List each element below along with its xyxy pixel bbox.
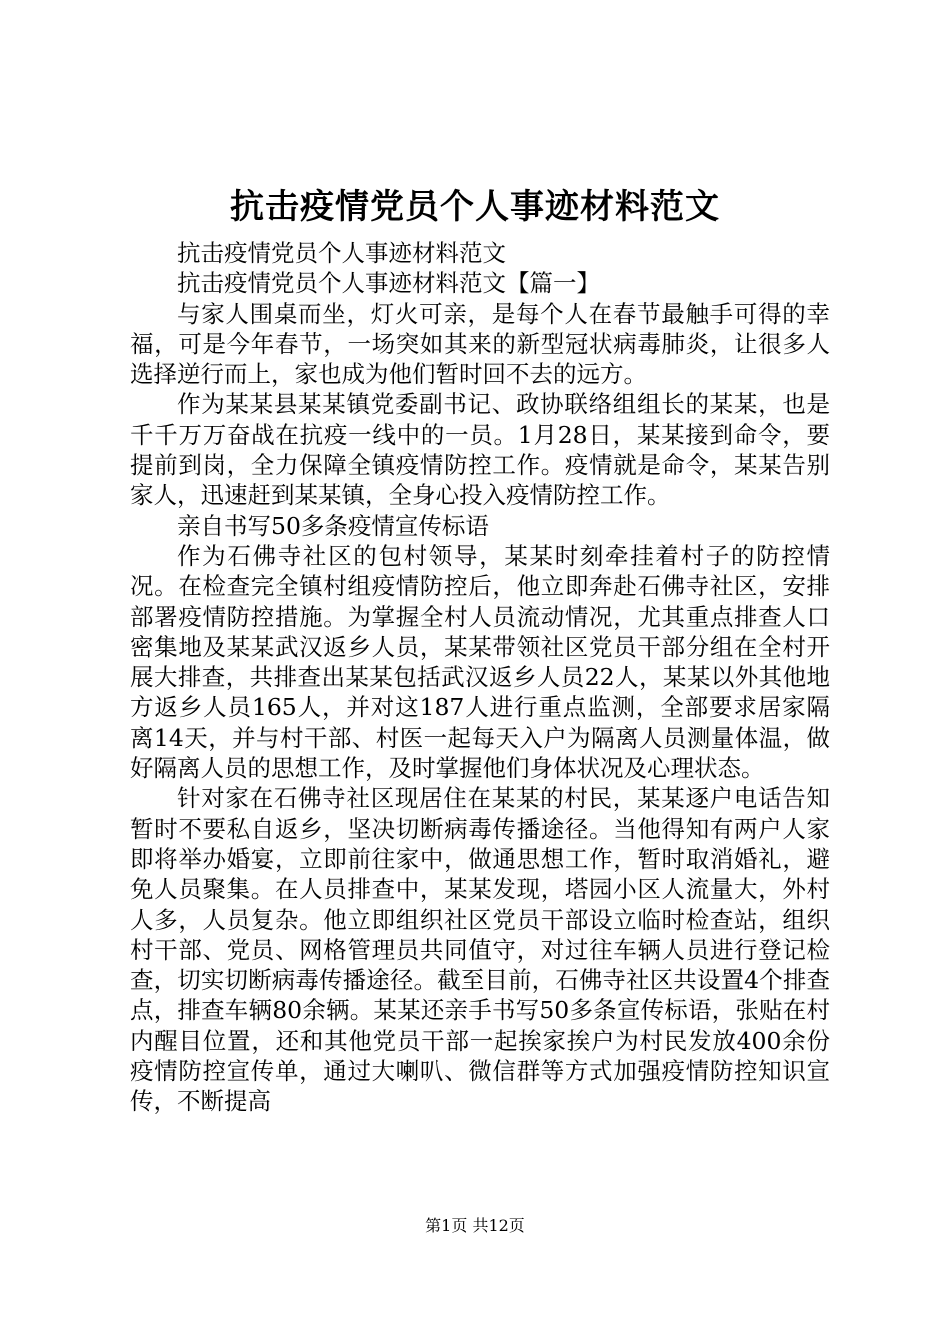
paragraph: 作为石佛寺社区的包村领导，某某时刻牵挂着村子的防控情况。在检查完全镇村组疫情防控后，他立即奔赴石佛寺社区，安排部署疫情防控措施。为掌握全村人员流动情况，尤其重点排查人口密集地及某某武汉返乡人员，某某带领社区党员干部分组在全村开展大排查，共排查出某某包括武汉返乡人员22人，某某以外其他地方返乡人员165人，并对这187人进行重点监测，全部要求居家隔离14天，并与村干部、村医一起每天入户为隔离人员测量体温，做好隔离人员的思想工作，及时掌握他们身体状况及心理状态。 (130, 541, 830, 783)
document-title: 抗击疫情党员个人事迹材料范文 (230, 187, 720, 227)
paragraph: 针对家在石佛寺社区现居住在某某的村民，某某逐户电话告知暂时不要私自返乡，坚决切断病毒传播途径。当他得知有两户人家即将举办婚宴，立即前往家中，做通思想工作，暂时取消婚礼，避免人员聚集。在人员排查中，某某发现，塔园小区人流量大，外村人多，人员复杂。他立即组织社区党员干部设立临时检查站，组织村干部、党员、网格管理员共同值守，对过往车辆人员进行登记检查，切实切断病毒传播途径。截至目前，石佛寺社区共设置4个排查点，排查车辆80余辆。某某还亲手书写50多条宣传标语，张贴在村内醒目位置，还和其他党员干部一起挨家挨户为村民发放400余份疫情防控宣传单，通过大喇叭、微信群等方式加强疫情防控知识宣传，不断提高 (130, 784, 830, 1116)
document-body (130, 238, 830, 1117)
paragraph: 与家人围桌而坐，灯火可亲，是每个人在春节最触手可得的幸福，可是今年春节，一场突如其来的新型冠状病毒肺炎，让很多人选择逆行而上，家也成为他们暂时回不去的远方。 (130, 299, 830, 389)
paragraph: 作为某某县某某镇党委副书记、政协联络组组长的某某，也是千千万万奋战在抗疫一线中的一员。1月28日，某某接到命令，要提前到岗，全力保障全镇疫情防控工作。疫情就是命令，某某告别家人，迅速赶到某某镇，全身心投入疫情防控工作。 (130, 390, 830, 510)
paragraph-section-heading: 抗击疫情党员个人事迹材料范文【篇一】 (177, 269, 600, 298)
paragraph-subheading: 亲自书写50多条疫情宣传标语 (177, 511, 489, 540)
paragraph-subtitle: 抗击疫情党员个人事迹材料范文 (177, 239, 506, 267)
page-footer: 第1页 共12页 (425, 1216, 525, 1235)
